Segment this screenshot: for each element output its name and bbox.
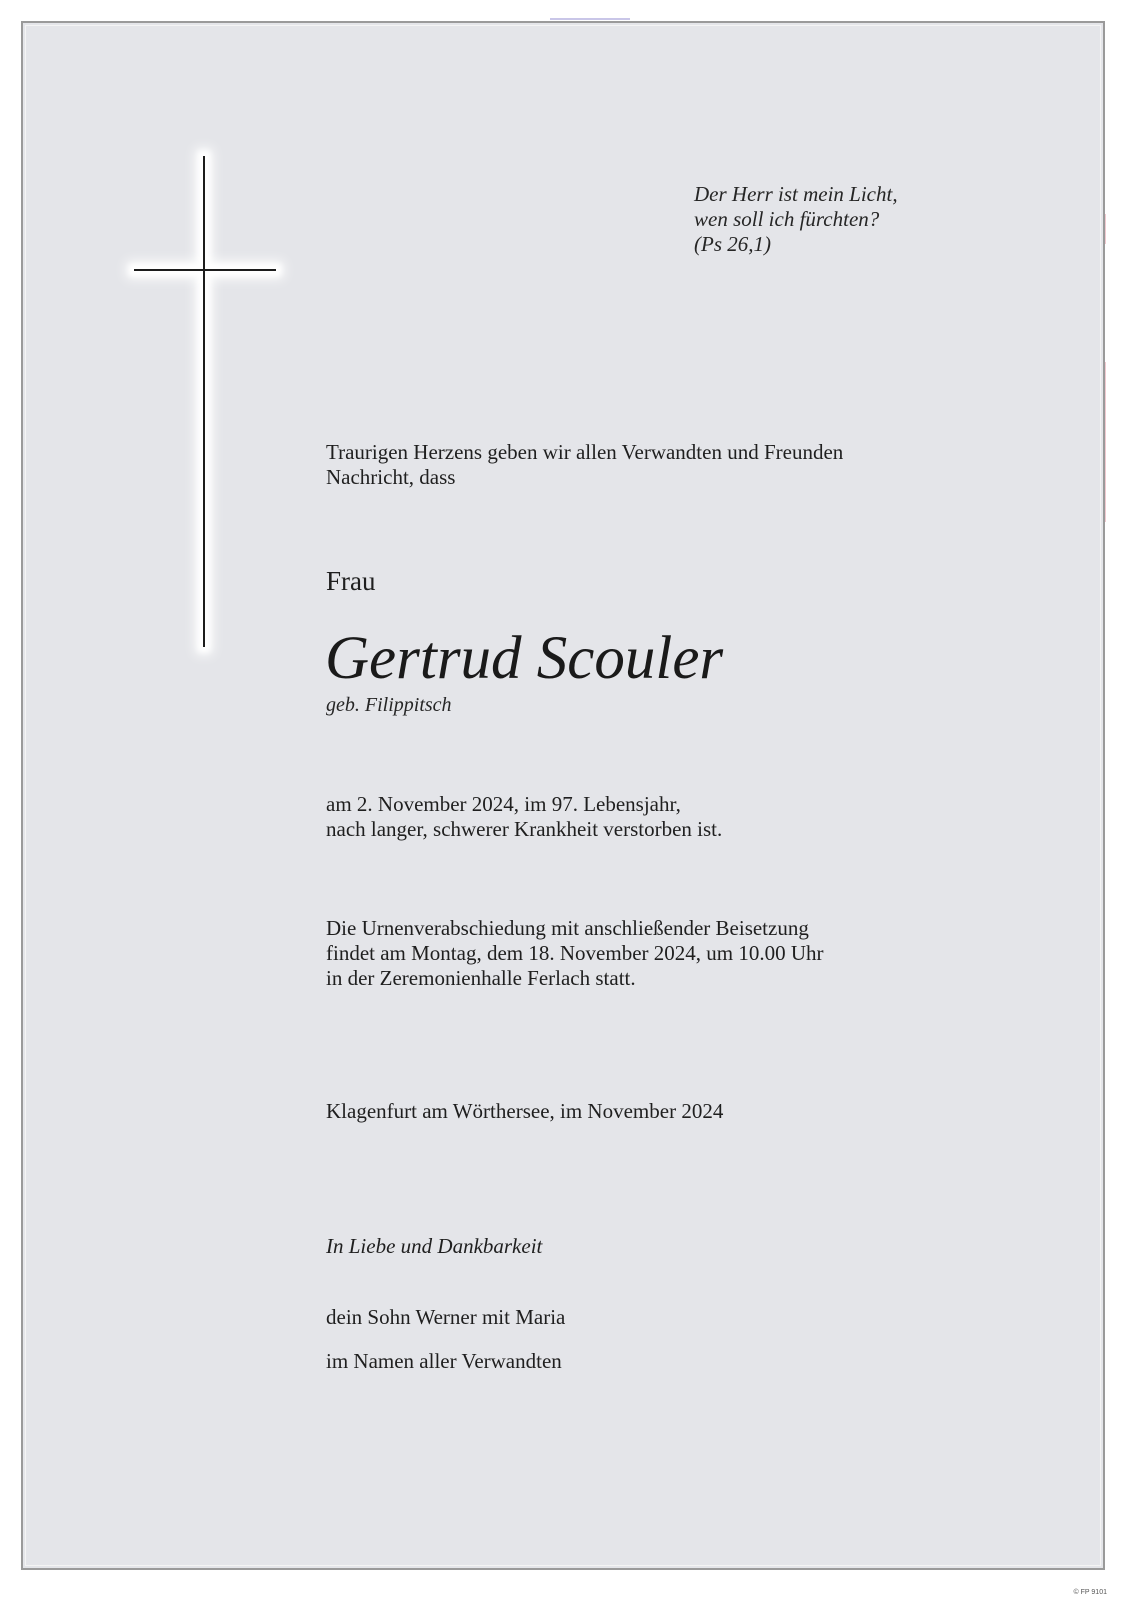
ceremony-line: in der Zeremonienhalle Ferlach statt.: [326, 966, 636, 990]
deceased-name: Gertrud Scouler: [325, 625, 724, 692]
ceremony-line: Die Urnenverabschiedung mit anschließender Beisetzung: [326, 916, 809, 940]
verse-line: Der Herr ist mein Licht,: [694, 182, 898, 206]
ceremony-line: findet am Montag, dem 18. November 2024, um 10.00 Uhr: [326, 941, 824, 965]
verse-line: wen soll ich fürchten?: [694, 207, 880, 231]
death-line: nach langer, schwerer Krankheit verstorben ist.: [326, 817, 723, 841]
cross-vertical-line: [203, 156, 205, 647]
verse-reference: (Ps 26,1): [694, 232, 771, 256]
mourner-line: im Namen aller Verwandten: [326, 1349, 562, 1373]
death-notice: [326, 792, 722, 842]
birth-name: geb. Filippitsch: [326, 694, 452, 716]
closing-phrase: In Liebe und Dankbarkeit: [326, 1234, 543, 1258]
place-date: Klagenfurt am Wörthersee, im November 2024: [326, 1099, 724, 1123]
psalm-verse: [694, 182, 898, 257]
intro-line: Traurigen Herzens geben wir allen Verwandten und Freunden: [326, 440, 844, 464]
salutation: Frau: [326, 566, 376, 596]
cross-horizontal-line: [134, 269, 276, 271]
ceremony-notice: [326, 916, 824, 991]
mourner-line: dein Sohn Werner mit Maria: [326, 1305, 566, 1329]
print-code: © FP 9101: [1073, 1589, 1107, 1596]
death-line: am 2. November 2024, im 97. Lebensjahr,: [326, 792, 681, 816]
intro-text: [326, 440, 843, 490]
intro-line: Nachricht, dass: [326, 465, 456, 489]
print-mark-top: [550, 18, 630, 20]
